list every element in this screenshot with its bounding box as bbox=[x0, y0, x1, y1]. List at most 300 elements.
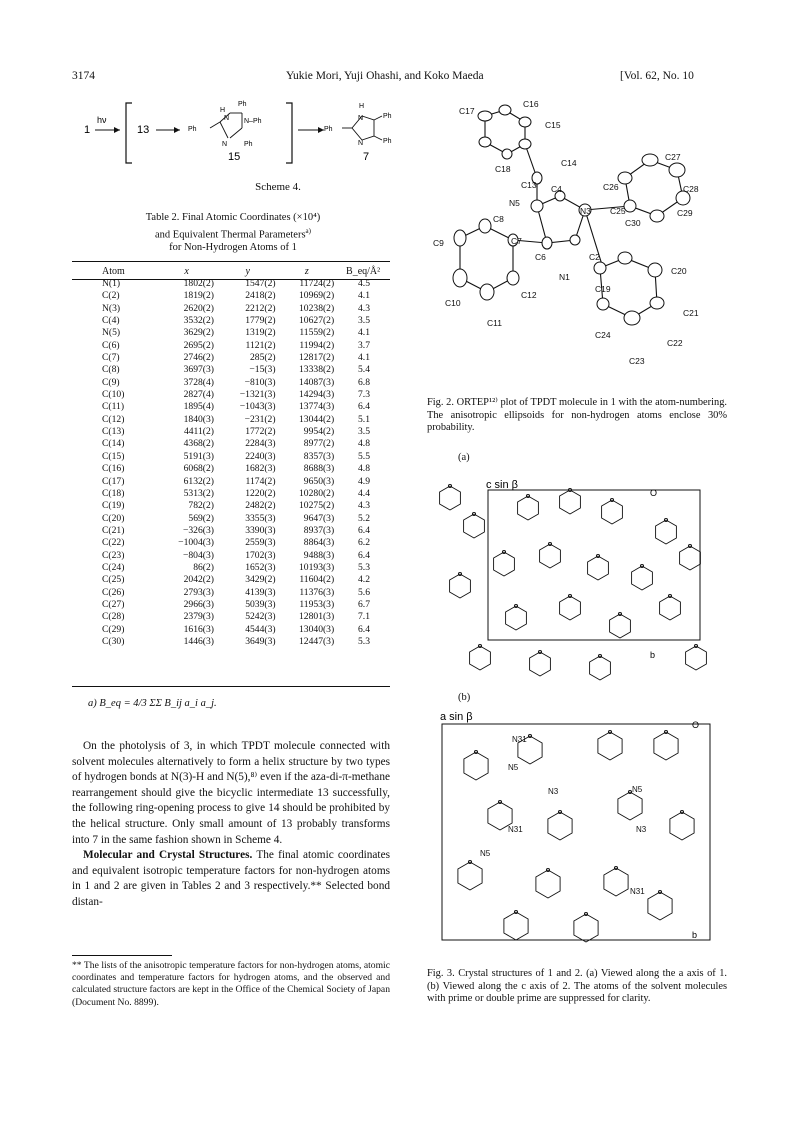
phenyl-ring bbox=[686, 646, 707, 670]
table-row bbox=[72, 537, 390, 549]
cell-x: 2042(2) bbox=[183, 574, 214, 586]
cell-atom: C(2) bbox=[102, 290, 120, 302]
cell-beq: 6.4 bbox=[358, 623, 370, 635]
table-row bbox=[72, 624, 390, 636]
cell-beq: 6.4 bbox=[358, 549, 370, 561]
scheme-label-7: 7 bbox=[363, 151, 370, 163]
col-header-y: y bbox=[245, 265, 250, 277]
phenyl-ring bbox=[670, 812, 694, 840]
phenyl-ring bbox=[660, 596, 681, 620]
cell-z: 13044(2) bbox=[299, 413, 335, 425]
scheme-left-number: 1 bbox=[84, 124, 91, 136]
table-row bbox=[72, 352, 390, 364]
cell-x: 2620(2) bbox=[183, 302, 214, 314]
cell-beq: 5.3 bbox=[358, 635, 370, 647]
svg-text:Ph: Ph bbox=[383, 138, 392, 145]
scheme-bracket-left bbox=[126, 103, 132, 163]
table-row bbox=[72, 401, 390, 413]
packing-atom-label: N5 bbox=[632, 785, 643, 794]
cell-atom: C(19) bbox=[102, 500, 125, 512]
scheme-arrow-label: hν bbox=[97, 115, 107, 125]
table-top-rule bbox=[72, 261, 390, 262]
svg-text:H: H bbox=[359, 103, 365, 110]
cell-beq: 4.8 bbox=[358, 438, 370, 450]
cell-x: 3697(3) bbox=[183, 364, 214, 376]
cell-x: 6132(2) bbox=[183, 475, 214, 487]
table-row bbox=[72, 488, 390, 500]
table-row bbox=[72, 636, 390, 648]
atom-label: C30 bbox=[625, 218, 641, 228]
phenyl-ring bbox=[604, 868, 628, 896]
atom-label: C9 bbox=[433, 238, 444, 248]
cell-y: 1319(2) bbox=[245, 327, 276, 339]
cell-x: 4368(2) bbox=[183, 438, 214, 450]
footnote: ** The lists of the anisotropic temperature factors for non-hydrogen atoms, atomic coordinates and temperature factors for hydrogen atoms, and the observed and calculated structure factors are kept in the Office of the Chemical Society of Japan (Document No. 8899). bbox=[72, 960, 390, 1008]
phenyl-ring bbox=[590, 656, 611, 680]
cell-atom: C(15) bbox=[102, 450, 125, 462]
cell-atom: C(13) bbox=[102, 426, 125, 438]
body-text bbox=[72, 739, 390, 911]
cell-beq: 5.6 bbox=[358, 586, 370, 598]
atom-label: C13 bbox=[521, 180, 537, 190]
table-row bbox=[72, 550, 390, 562]
cell-atom: C(14) bbox=[102, 438, 125, 450]
scheme-intermediate-13: 13 bbox=[137, 124, 150, 136]
cell-y: 2559(3) bbox=[245, 537, 276, 549]
phenyl-ring bbox=[518, 496, 539, 520]
table-row bbox=[72, 587, 390, 599]
table-row bbox=[72, 599, 390, 611]
ortep-plot bbox=[425, 98, 725, 390]
cell-beq: 3.5 bbox=[358, 315, 370, 327]
cell-y: 3355(3) bbox=[245, 512, 276, 524]
phenyl-ring bbox=[458, 862, 482, 890]
cell-x: 5313(2) bbox=[183, 487, 214, 499]
footnote-rule bbox=[72, 955, 172, 956]
cell-y: 5039(3) bbox=[245, 598, 276, 610]
cell-y: −1321(3) bbox=[239, 389, 276, 401]
cell-y: 2212(2) bbox=[245, 302, 276, 314]
cell-z: 10627(2) bbox=[299, 315, 335, 327]
table-row bbox=[72, 426, 390, 438]
cell-beq: 4.1 bbox=[358, 290, 370, 302]
cell-beq: 4.4 bbox=[358, 487, 370, 499]
table-row bbox=[72, 278, 390, 290]
atom-label: C17 bbox=[459, 106, 475, 116]
table-row bbox=[72, 364, 390, 376]
atom-label: N3 bbox=[580, 206, 591, 216]
cell-beq: 3.5 bbox=[358, 426, 370, 438]
cell-z: 10238(2) bbox=[299, 302, 335, 314]
cell-atom: N(1) bbox=[102, 278, 121, 289]
page-number: 3174 bbox=[72, 70, 95, 82]
cell-beq: 4.2 bbox=[358, 574, 370, 586]
phenyl-ring bbox=[450, 574, 471, 598]
cell-z: 12447(3) bbox=[299, 635, 335, 647]
cell-atom: C(25) bbox=[102, 574, 125, 586]
cell-y: 3649(3) bbox=[245, 635, 276, 647]
cell-x: 3728(4) bbox=[183, 376, 214, 388]
cell-z: 14087(3) bbox=[299, 376, 335, 388]
paragraph-1: On the photolysis of 3, in which TPDT molecule connected with solvent molecules alternatively to form a helix structure by two types of hydrogen bonds at N(3)-H and N(5),⁸⁾ even if the aza-di-π-methane rearrangement should give the bicyclic intermediate 13 successfully, the following ring-opening process to give 14 should be prohibited by the helical structure. Only small amount of 13 probably transforms into 7 in the same fashion shown in Scheme 4. bbox=[72, 740, 390, 846]
cell-atom: C(29) bbox=[102, 623, 125, 635]
fig3b-b-label: b bbox=[692, 930, 698, 940]
packing-atom-label: N31 bbox=[512, 735, 527, 744]
svg-text:N–Ph: N–Ph bbox=[244, 118, 262, 125]
cell-z: 8937(3) bbox=[303, 524, 335, 536]
table-row bbox=[72, 290, 390, 302]
cell-x: 2827(4) bbox=[183, 389, 214, 401]
cell-z: 10280(2) bbox=[299, 487, 335, 499]
svg-text:N: N bbox=[358, 140, 364, 147]
packing-atom-label: N3 bbox=[548, 787, 559, 796]
svg-text:Ph: Ph bbox=[238, 101, 247, 108]
cell-x: 4411(2) bbox=[183, 426, 214, 438]
phenyl-ring bbox=[494, 552, 515, 576]
atom-label: C15 bbox=[545, 120, 561, 130]
cell-x: 2695(2) bbox=[183, 339, 214, 351]
atom-label: C24 bbox=[595, 330, 611, 340]
phenyl-ring-left bbox=[460, 226, 513, 292]
table-row bbox=[72, 303, 390, 315]
cell-z: 8864(3) bbox=[303, 537, 335, 549]
atom-label: C4 bbox=[551, 184, 562, 194]
phenyl-ring bbox=[648, 892, 672, 920]
cell-beq: 6.2 bbox=[358, 537, 370, 549]
volume-info: [Vol. 62, No. 10 bbox=[620, 70, 694, 82]
cell-z: 10969(2) bbox=[299, 290, 335, 302]
cell-atom: C(27) bbox=[102, 598, 125, 610]
cell-z: 11559(2) bbox=[299, 327, 335, 339]
cell-atom: C(18) bbox=[102, 487, 125, 499]
table-row bbox=[72, 451, 390, 463]
atom-label: C2 bbox=[589, 252, 600, 262]
atom-label: C23 bbox=[629, 356, 645, 366]
cell-atom: C(7) bbox=[102, 352, 120, 364]
svg-text:Ph: Ph bbox=[383, 113, 392, 120]
cell-y: 3429(2) bbox=[245, 574, 276, 586]
atom-label: C6 bbox=[535, 252, 546, 262]
cell-z: 14294(3) bbox=[299, 389, 335, 401]
cell-z: 9647(3) bbox=[303, 512, 335, 524]
table-caption-line2: and Equivalent Thermal Parameters bbox=[155, 229, 306, 240]
table-row bbox=[72, 574, 390, 586]
cell-y: −231(2) bbox=[244, 413, 276, 425]
phenyl-ring bbox=[610, 614, 631, 638]
cell-x: −1004(3) bbox=[178, 537, 214, 549]
cell-y: 1682(3) bbox=[245, 463, 276, 475]
col-header-atom: Atom bbox=[102, 265, 125, 277]
fig3b-origin-label: O bbox=[692, 720, 700, 730]
cell-z: 8688(3) bbox=[303, 463, 335, 475]
table-header-row bbox=[72, 264, 390, 278]
cell-atom: C(24) bbox=[102, 561, 125, 573]
cell-y: 3390(3) bbox=[245, 524, 276, 536]
fig3a-b-label: b bbox=[650, 650, 656, 660]
cell-beq: 5.2 bbox=[358, 512, 370, 524]
phenyl-ring bbox=[440, 486, 461, 510]
cell-atom: C(30) bbox=[102, 635, 125, 647]
atom-label: C27 bbox=[665, 152, 681, 162]
fig2-caption: Fig. 2. ORTEP¹²⁾ plot of TPDT molecule in 1 with the atom-numbering. The anisotropic ellipsoids for non-hydrogen atoms enclose 30% probability. bbox=[427, 397, 727, 434]
table-caption-sup: a) bbox=[305, 226, 311, 235]
cell-y: 2284(3) bbox=[245, 438, 276, 450]
scheme-caption: Scheme 4. bbox=[255, 181, 301, 193]
cell-beq: 6.4 bbox=[358, 524, 370, 536]
cell-x: 1819(2) bbox=[183, 290, 214, 302]
cell-atom: C(23) bbox=[102, 549, 125, 561]
cell-beq: 5.5 bbox=[358, 450, 370, 462]
cell-z: 11953(3) bbox=[299, 598, 335, 610]
table-caption bbox=[88, 212, 378, 254]
phenyl-ring bbox=[602, 500, 623, 524]
phenyl-ring bbox=[506, 606, 527, 630]
fig3b-panel-label: (b) bbox=[458, 692, 471, 703]
phenyl-ring bbox=[656, 520, 677, 544]
cell-y: 1652(3) bbox=[245, 561, 276, 573]
cell-y: −810(3) bbox=[244, 376, 276, 388]
table-row bbox=[72, 525, 390, 537]
scheme-bracket-right bbox=[286, 103, 292, 163]
cell-y: 1220(2) bbox=[245, 487, 276, 499]
fig3-caption: Fig. 3. Crystal structures of 1 and 2. (a) Viewed along the a axis of 1. (b) Viewed along the c axis of 2. The atoms of the solvent molecules with prime or double prime are suppressed for clarity. bbox=[427, 968, 727, 1005]
cell-x: 1840(3) bbox=[183, 413, 214, 425]
cell-y: 1772(2) bbox=[245, 426, 276, 438]
cell-beq: 5.4 bbox=[358, 364, 370, 376]
cell-atom: C(17) bbox=[102, 475, 125, 487]
phenyl-ring bbox=[654, 732, 678, 760]
packing-atom-label: N3 bbox=[636, 825, 647, 834]
cell-x: 2966(3) bbox=[183, 598, 214, 610]
cell-z: 9488(3) bbox=[303, 549, 335, 561]
table-row bbox=[72, 377, 390, 389]
fig3b-axis-label: a sin β bbox=[440, 711, 473, 723]
cell-x: 3629(2) bbox=[183, 327, 214, 339]
cell-atom: C(21) bbox=[102, 524, 125, 536]
phenyl-ring bbox=[464, 514, 485, 538]
fig3a-axis-label: c sin β bbox=[486, 479, 519, 491]
phenyl-ring bbox=[464, 752, 488, 780]
cell-x: −326(3) bbox=[182, 524, 214, 536]
cell-atom: C(8) bbox=[102, 364, 120, 376]
running-authors: Yukie Mori, Yuji Ohashi, and Koko Maeda bbox=[286, 70, 484, 82]
fig3a-panel-label: (a) bbox=[458, 452, 470, 463]
cell-atom: C(28) bbox=[102, 611, 125, 623]
cell-x: 1616(3) bbox=[183, 623, 214, 635]
cell-y: 5242(3) bbox=[245, 611, 276, 623]
cell-atom: C(26) bbox=[102, 586, 125, 598]
cell-x: 782(2) bbox=[188, 500, 214, 512]
atom-label: C20 bbox=[671, 266, 687, 276]
cell-y: 2418(2) bbox=[245, 290, 276, 302]
cell-beq: 6.8 bbox=[358, 376, 370, 388]
cell-atom: N(3) bbox=[102, 302, 121, 314]
atom-label: C16 bbox=[523, 99, 539, 109]
atom-label: C14 bbox=[561, 158, 577, 168]
atom-label: C12 bbox=[521, 290, 537, 300]
cell-beq: 4.1 bbox=[358, 327, 370, 339]
cell-z: 12817(2) bbox=[299, 352, 335, 364]
cell-beq: 6.4 bbox=[358, 401, 370, 413]
svg-text:H: H bbox=[220, 107, 226, 114]
table-row bbox=[72, 500, 390, 512]
phenyl-ring bbox=[560, 490, 581, 514]
atom-label: C22 bbox=[667, 338, 683, 348]
cell-beq: 3.7 bbox=[358, 339, 370, 351]
cell-atom: C(12) bbox=[102, 413, 125, 425]
cell-z: 11604(2) bbox=[299, 574, 335, 586]
atom-label: N1 bbox=[559, 272, 570, 282]
table-row bbox=[72, 513, 390, 525]
cell-y: 1779(2) bbox=[245, 315, 276, 327]
table-bottom-rule bbox=[72, 686, 390, 687]
cell-atom: C(10) bbox=[102, 389, 125, 401]
cell-x: 2379(3) bbox=[183, 611, 214, 623]
col-header-beq: B_eq/Å² bbox=[346, 265, 381, 277]
cell-atom: C(6) bbox=[102, 339, 120, 351]
cell-atom: N(5) bbox=[102, 327, 121, 339]
svg-text:Ph: Ph bbox=[324, 126, 333, 133]
cell-beq: 4.5 bbox=[358, 278, 370, 289]
svg-text:Ph: Ph bbox=[244, 141, 253, 148]
cell-x: 6068(2) bbox=[183, 463, 214, 475]
atom-label: C18 bbox=[495, 164, 511, 174]
phenyl-ring bbox=[598, 732, 622, 760]
cell-atom: C(22) bbox=[102, 537, 125, 549]
packing-atom-label: N5 bbox=[508, 763, 519, 772]
phenyl-ring bbox=[530, 652, 551, 676]
cell-beq: 5.1 bbox=[358, 413, 370, 425]
cell-z: 13338(2) bbox=[299, 364, 335, 376]
cell-z: 11724(2) bbox=[299, 278, 335, 289]
table-caption-line3: for Non-Hydrogen Atoms of 1 bbox=[169, 241, 297, 253]
cell-x: −804(3) bbox=[182, 549, 214, 561]
cell-x: 86(2) bbox=[193, 561, 214, 573]
cell-z: 8977(2) bbox=[303, 438, 335, 450]
table-row bbox=[72, 340, 390, 352]
phenyl-ring bbox=[574, 914, 598, 942]
col-header-x: x bbox=[184, 265, 189, 277]
table-row bbox=[72, 463, 390, 475]
fig3b-packing-diagram bbox=[420, 706, 720, 956]
cell-beq: 4.3 bbox=[358, 500, 370, 512]
table-row bbox=[72, 414, 390, 426]
cell-x: 1802(2) bbox=[183, 278, 214, 289]
cell-beq: 4.8 bbox=[358, 463, 370, 475]
scheme-4-diagram bbox=[80, 98, 410, 180]
cell-y: 1121(2) bbox=[245, 339, 276, 351]
phenyl-ring bbox=[540, 544, 561, 568]
cell-atom: C(11) bbox=[102, 401, 125, 413]
cell-z: 9954(2) bbox=[303, 426, 335, 438]
svg-text:N: N bbox=[224, 115, 230, 122]
cell-x: 2793(3) bbox=[183, 586, 214, 598]
scheme-label-15: 15 bbox=[228, 151, 241, 163]
cell-beq: 5.3 bbox=[358, 561, 370, 573]
cell-beq: 4.9 bbox=[358, 475, 370, 487]
cell-atom: C(16) bbox=[102, 463, 125, 475]
cell-y: 2482(2) bbox=[245, 500, 276, 512]
table-row bbox=[72, 562, 390, 574]
cell-beq: 6.7 bbox=[358, 598, 370, 610]
cell-y: −1043(3) bbox=[239, 401, 276, 413]
atom-label: C26 bbox=[603, 182, 619, 192]
svg-text:Ph: Ph bbox=[188, 126, 197, 133]
cell-z: 13040(3) bbox=[299, 623, 335, 635]
atom-label: C19 bbox=[595, 284, 611, 294]
packing-atom-label: N31 bbox=[630, 887, 645, 896]
fig3a-origin-label: O bbox=[650, 488, 658, 498]
cell-y: 4544(3) bbox=[245, 623, 276, 635]
table-row bbox=[72, 327, 390, 339]
cell-z: 8357(3) bbox=[303, 450, 335, 462]
coordinates-table bbox=[72, 264, 390, 648]
table-footnote: a) B_eq = 4/3 ΣΣ B_ij a_i a_j. bbox=[88, 698, 217, 709]
fig3a-packing-diagram bbox=[420, 468, 720, 686]
atom-label: C10 bbox=[445, 298, 461, 308]
atom-label: C8 bbox=[493, 214, 504, 224]
packing-atom-label: N5 bbox=[480, 849, 491, 858]
phenyl-ring bbox=[632, 566, 653, 590]
atom-label: C25 bbox=[610, 206, 626, 216]
table-row bbox=[72, 315, 390, 327]
atom-label: C11 bbox=[487, 318, 502, 328]
cell-z: 13774(3) bbox=[299, 401, 335, 413]
cell-x: 2746(2) bbox=[183, 352, 214, 364]
section-heading: Molecular and Crystal Structures. bbox=[83, 849, 253, 862]
packing-atom-label: N31 bbox=[508, 825, 523, 834]
paragraph-2: The final atomic coordinates and equivalent isotropic temperature factors for non-hydrogen atoms in 1 and 2 are given in Tables 2 and 3 respectively.** Selected bond distan- bbox=[72, 849, 390, 908]
atom-label: C28 bbox=[683, 184, 699, 194]
cell-beq: 4.3 bbox=[358, 302, 370, 314]
atom-label: C7 bbox=[511, 236, 522, 246]
phenyl-ring bbox=[560, 596, 581, 620]
cell-beq: 7.1 bbox=[358, 611, 370, 623]
phenyl-ring bbox=[470, 646, 491, 670]
cell-beq: 4.1 bbox=[358, 352, 370, 364]
cell-x: 1446(3) bbox=[183, 635, 214, 647]
atom-label: N5 bbox=[509, 198, 520, 208]
cell-y: 2240(3) bbox=[245, 450, 276, 462]
table-row bbox=[72, 611, 390, 623]
cell-x: 1895(4) bbox=[183, 401, 214, 413]
phenyl-ring bbox=[548, 812, 572, 840]
atom-label: C21 bbox=[683, 308, 699, 318]
table-row bbox=[72, 389, 390, 401]
cell-x: 5191(3) bbox=[183, 450, 214, 462]
cell-z: 10193(3) bbox=[299, 561, 335, 573]
cell-x: 3532(2) bbox=[183, 315, 214, 327]
cell-atom: C(9) bbox=[102, 376, 120, 388]
cell-y: 1547(2) bbox=[245, 278, 276, 289]
cell-y: 1702(3) bbox=[245, 549, 276, 561]
cell-z: 10275(2) bbox=[299, 500, 335, 512]
phenyl-ring bbox=[588, 556, 609, 580]
cell-y: −15(3) bbox=[249, 364, 276, 376]
phenyl-ring bbox=[504, 912, 528, 940]
cell-z: 9650(3) bbox=[303, 475, 335, 487]
cell-y: 4139(3) bbox=[245, 586, 276, 598]
phenyl-ring bbox=[680, 546, 701, 570]
cell-atom: C(20) bbox=[102, 512, 125, 524]
table-row bbox=[72, 438, 390, 450]
cell-y: 285(2) bbox=[249, 352, 276, 364]
phenyl-ring bbox=[536, 870, 560, 898]
cell-x: 569(2) bbox=[188, 512, 214, 524]
svg-text:N: N bbox=[222, 141, 228, 148]
cell-atom: C(4) bbox=[102, 315, 120, 327]
cell-z: 12801(3) bbox=[299, 611, 335, 623]
